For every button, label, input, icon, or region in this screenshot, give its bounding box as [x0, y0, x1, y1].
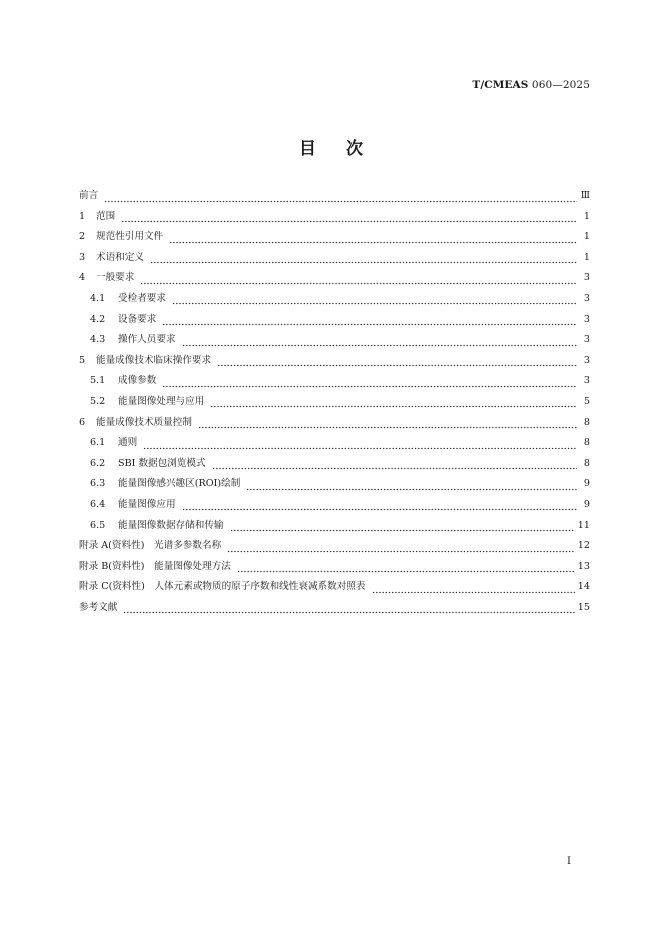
toc-leader-dots: [104, 186, 577, 207]
toc-entry[interactable]: [79, 268, 590, 289]
toc-entry-label: 能量图像应用: [118, 498, 176, 510]
toc-entry-number: 3: [79, 251, 86, 263]
toc-entry-number: 6: [79, 416, 86, 428]
toc-leader-dots: [227, 536, 575, 557]
toc-entry-label: 范围: [96, 210, 116, 222]
toc-entry[interactable]: [79, 433, 590, 454]
toc-entry-page: 3: [583, 313, 590, 325]
toc-entry[interactable]: [79, 330, 590, 351]
toc-entry-page: 8: [583, 437, 590, 449]
toc-leader-dots: [182, 495, 577, 516]
toc-entry-label: 参考文献: [79, 601, 118, 613]
toc-entry-number: 6.4: [90, 498, 106, 510]
toc-entry[interactable]: [79, 557, 590, 578]
toc-entry-label: 附录 A(资料性) 光谱多参数名称: [79, 540, 222, 552]
toc-entry[interactable]: [79, 536, 590, 557]
toc-entry[interactable]: [79, 248, 590, 269]
toc-entry[interactable]: [79, 392, 590, 413]
toc-leader-dots: [121, 207, 577, 228]
toc-entry-number: 4.3: [90, 334, 106, 346]
page-number: I: [567, 856, 571, 867]
toc-leader-dots: [162, 371, 577, 392]
toc-entry-label: 附录 C(资料性) 人体元素或物质的原子序数和线性衰减系数对照表: [79, 581, 366, 593]
toc-leader-dots: [217, 351, 577, 372]
toc-entry-page: 8: [583, 457, 590, 469]
toc-entry-label: 能量成像技术质量控制: [96, 416, 192, 428]
standard-code: T/CMEAS: [472, 79, 529, 91]
toc-entry-page: 11: [577, 519, 590, 531]
toc-entry[interactable]: [79, 207, 590, 228]
toc-entry-page: 9: [583, 478, 590, 490]
toc-leader-dots: [182, 330, 577, 351]
toc-entry-label: 受检者要求: [118, 292, 166, 304]
toc-leader-dots: [237, 557, 575, 578]
toc-entry-label: 能量成像技术临床操作要求: [96, 354, 212, 366]
title-char-2: 次: [346, 139, 363, 159]
toc-entry-number: 4.1: [90, 292, 106, 304]
toc-entry-number: 5.2: [90, 395, 106, 407]
toc-entry-page: 3: [583, 334, 590, 346]
toc-entry[interactable]: [79, 577, 590, 598]
toc-entry-number: 6.2: [90, 457, 106, 469]
table-of-contents: [79, 186, 590, 618]
toc-entry[interactable]: [79, 289, 590, 310]
standard-number: 060—2025: [531, 79, 590, 91]
toc-entry[interactable]: [79, 413, 590, 434]
toc-leader-dots: [372, 577, 575, 598]
toc-entry-label: SBI 数据包浏览模式: [118, 457, 206, 469]
toc-entry-number: 2: [79, 231, 86, 243]
toc-entry[interactable]: [79, 598, 590, 619]
toc-leader-dots: [210, 392, 577, 413]
toc-entry-page: 3: [583, 375, 590, 387]
toc-entry-label: 通则: [118, 437, 138, 449]
toc-entry-number: 1: [79, 210, 86, 222]
toc-entry-page: 3: [583, 292, 590, 304]
document-code: [472, 79, 590, 91]
toc-leader-dots: [172, 289, 577, 310]
toc-entry-number: 6.5: [90, 519, 106, 531]
toc-entry-page: Ⅲ: [580, 190, 590, 201]
toc-entry[interactable]: [79, 495, 590, 516]
toc-entry-number: 6.1: [90, 437, 106, 449]
toc-entry[interactable]: [79, 371, 590, 392]
toc-entry-page: 1: [583, 251, 590, 263]
toc-entry[interactable]: [79, 474, 590, 495]
toc-entry-label: 能量图像数据存储和传输: [118, 519, 224, 531]
toc-leader-dots: [230, 516, 575, 537]
toc-leader-dots: [143, 433, 577, 454]
toc-entry[interactable]: [79, 454, 590, 475]
toc-leader-dots: [123, 598, 574, 619]
page-title: [0, 134, 662, 159]
toc-entry-number: 4.2: [90, 313, 106, 325]
toc-entry-label: 一般要求: [96, 272, 135, 284]
toc-entry-page: 5: [583, 395, 590, 407]
toc-entry-label: 操作人员要求: [118, 334, 176, 346]
toc-entry-number: 5.1: [90, 375, 106, 387]
toc-leader-dots: [246, 474, 577, 495]
toc-leader-dots: [150, 248, 577, 269]
toc-leader-dots: [140, 268, 577, 289]
toc-entry-number: 6.3: [90, 478, 106, 490]
toc-entry-label: 能量图像感兴趣区(ROI)绘制: [118, 478, 241, 490]
toc-entry-label: 术语和定义: [96, 251, 144, 263]
toc-entry[interactable]: [79, 516, 590, 537]
toc-entry-label: 附录 B(资料性) 能量图像处理方法: [79, 560, 231, 572]
toc-entry-page: 8: [583, 416, 590, 428]
toc-leader-dots: [162, 310, 577, 331]
toc-entry-number: 4: [79, 272, 86, 284]
toc-leader-dots: [169, 227, 577, 248]
toc-entry[interactable]: [79, 351, 590, 372]
toc-entry-number: 5: [79, 354, 86, 366]
toc-entry-page: 15: [577, 601, 590, 613]
toc-entry-label: 规范性引用文件: [96, 231, 164, 243]
toc-leader-dots: [198, 413, 577, 434]
toc-entry-label: 能量图像处理与应用: [118, 395, 205, 407]
toc-entry[interactable]: [79, 227, 590, 248]
toc-entry[interactable]: [79, 310, 590, 331]
toc-entry[interactable]: [79, 186, 590, 207]
toc-entry-page: 3: [583, 272, 590, 284]
toc-entry-page: 13: [577, 560, 590, 572]
toc-entry-page: 14: [577, 581, 590, 593]
toc-entry-label: 前言: [79, 190, 99, 201]
toc-entry-label: 设备要求: [118, 313, 157, 325]
title-char-1: 目: [299, 139, 316, 159]
toc-entry-page: 9: [583, 498, 590, 510]
toc-entry-page: 3: [583, 354, 590, 366]
toc-entry-page: 1: [583, 231, 590, 243]
toc-entry-page: 1: [583, 210, 590, 222]
toc-leader-dots: [212, 454, 577, 475]
toc-entry-page: 12: [577, 540, 590, 552]
toc-entry-label: 成像参数: [118, 375, 157, 387]
